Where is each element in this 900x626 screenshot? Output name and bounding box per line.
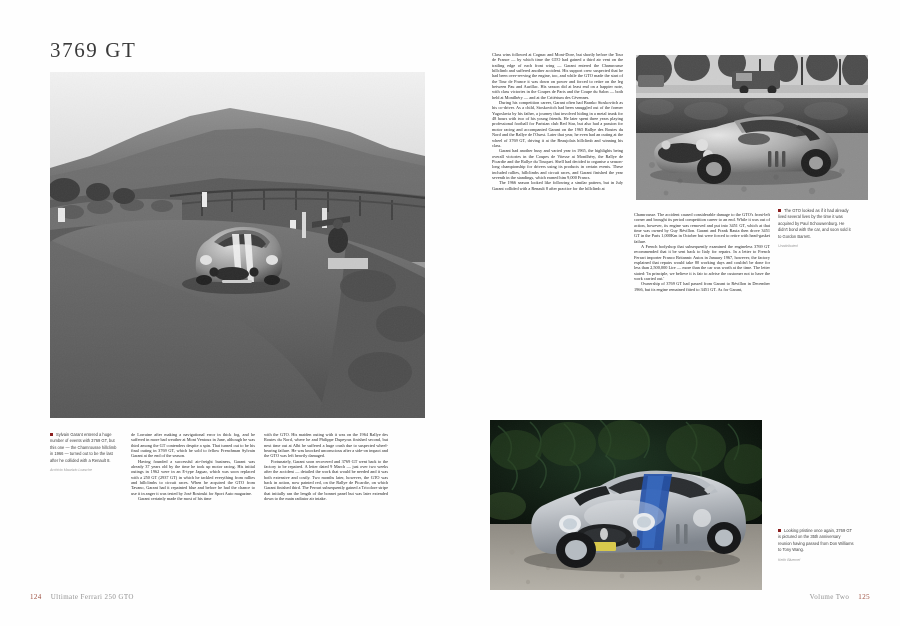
paragraph: Fortunately, Garant soon recovered and 3769 GT went back to the factory to be repaired. A letter dated 9 March — just over two weeks after the accident — detailed the work that would be needed and it was both extensive and costly. Two months later, however, the GTO was back in action, now painted red, on the Rallye de Picardie, on which Garant finished third. The Ferrari subsequently gained a Tricolore stripe that initially ran the length of the bonnet panel but was later extended down to the main radiator air intake. bbox=[264, 458, 388, 502]
right-page-column-1 bbox=[492, 52, 623, 191]
paragraph: Garant certainly made the most of his time bbox=[138, 496, 212, 502]
paragraph: During his competition career, Garant often had Branko Stoskovitch as his co-driver. As a child, Stoskovitch had been smuggled out of the former Yugoslavia by his father, a journey that involved hiding in a metal trunk for 48 hours with two of his young friends. He later spent three years playing professional football for Parisian club Red Star, but also had a passion for motor racing and accompanied Garant on the 1965 Rallye des Routes du Nord and the Rallye de l'Ouest. Later that year, he even had an outing at the wheel of 3769 GT, driving it at the Beaujolais hillclimb and winning his class. bbox=[492, 100, 623, 148]
paragraph: Ownership of 3769 GT had passed from Garant to Révillon in December 1966, but its engine remained fitted to 3451 GT. As for Garant, bbox=[634, 281, 770, 292]
caption-text: Looking pristine once again, 3769 GT is pictured on the 35th anniversary reunion having passed from Don Williams to Tony Wang. bbox=[778, 528, 854, 553]
folio-number: 124 bbox=[30, 593, 42, 601]
paragraph: Garant had another busy and varied year in 1965, the highlights being overall victories in the Coupes de Vitesse at Montlhéry, the Rallye de Picardie and the Rallye du Touquet. Shell had decided to organise a season-long championship for drivers using its products in certain events. These included rallies, hillclimbs and circuit races, and Garant finished the year seventh in the standings, which earned him 9,000 Francs. bbox=[492, 148, 623, 180]
ferrari-250-gto-hillclimb-photo bbox=[50, 72, 425, 418]
caption-bullet-icon bbox=[50, 433, 53, 436]
paragraph: The 1966 season looked like following a similar pattern, but in July Garant collided with a Renault 8 after practice for the hillclimb at bbox=[492, 180, 623, 191]
paragraph: de Lorraine after making a navigational error in thick fog, and he suffered in more bad weather at Mont Ventoux in June, although he was third among the GT contenders despite a spin. That turned out to be his final outing in 3769 GT, which he sold to fellow Frenchman Sylvain Garant at the end of the season. bbox=[131, 432, 255, 459]
running-head: Ultimate Ferrari 250 GTO bbox=[50, 593, 134, 601]
paragraph: Having founded a successful air-freight business, Garant was already 37 years old by the time he took up motor racing. His initial outings in 1962 were in an E-type Jaguar, which was soon replaced with a 250 GT (2937 GT) in which he tackled everything from rallies and hillclimbs to circuit races. When he acquired the GTO from Tavano, Garant had it repainted blue and before he had the chance to use it in anger it was tested by José Rosinski for Sport Auto magazine. bbox=[131, 458, 255, 496]
right-page-top-caption bbox=[778, 208, 854, 249]
caption-text: The GTO looked as if it had already lived several lives by the time it was acquired by Paul Schouwenburg. He didn't bond with the car, and soon sold it to Gordon Barrett. bbox=[778, 208, 851, 239]
caption-bullet-icon bbox=[778, 209, 781, 212]
caption-credit: Keith Bluemel bbox=[778, 557, 801, 562]
right-page-footer bbox=[810, 593, 870, 601]
page-title: 3769 GT bbox=[50, 38, 137, 63]
left-page-footer bbox=[30, 593, 134, 601]
caption-text: Sylvain Garant entered a huge number of events with 3769 GT, but this one — the Chamrousse hillclimb in 1966 — turned out to be the last after he collided with a Renault 8. bbox=[50, 432, 117, 463]
paragraph: with the GTO. His maiden outing with it was on the 1964 Rallye des Routes du Nord, where he and Philippe Dupeyras finished second, but next time out at Albi he suffered a huge crash due to suspected wheel-bearing failure. He was knocked unconscious after a side-on impact and the GTO was left heavily damaged. bbox=[264, 432, 388, 459]
caption-credit: Unattributed bbox=[778, 244, 798, 249]
caption-bullet-icon bbox=[778, 529, 781, 532]
ferrari-250-gto-driveway-photo bbox=[636, 55, 868, 200]
paragraph: Chamrousse. The accident caused considerable damage to the GTO's front-left corner and brought its period competition career to an end. While it was out of action, however, its engine was removed and put into 3451 GT, which at that time was owned by Guy Révillon. Garant and Frank Rauta then drove 3451 GT in the Paris 1,000Km in October but were forced to retire with head-gasket failure. bbox=[634, 212, 770, 244]
right-page-column-2 bbox=[634, 212, 770, 292]
folio-number: 125 bbox=[858, 593, 870, 601]
left-page-column-2 bbox=[131, 432, 255, 501]
paragraph: Class wins followed at Cognac and Mont-Dore, but shortly before the Tour de France — by which time the GTO had gained a third air vent on the trailing edge of each front wing — Garant entered the Chamrousse hillclimb and suffered another accident. His support crew suspected that he had been over-revving the engine, too, and while the GTO made the start of the Tour de France it was down on power and forced to retire on the leg between Pau and Aurillac. His season did at least end on a happier note, with class victories in the Coupes de Paris and the Coupe du Salon — both held at Montlhéry — and at the Critérium des Cévennes. bbox=[492, 52, 623, 100]
right-page-bottom-caption bbox=[778, 528, 854, 563]
ferrari-250-gto-silver-photo bbox=[490, 420, 762, 590]
left-page-margin-caption bbox=[50, 432, 120, 473]
left-page-column-3 bbox=[264, 432, 388, 501]
paragraph: A French bodyshop that subsequently examined the engineless 3769 GT recommended that it be sent back to Italy for repairs. In a letter to French Ferrari importer Franco Britannic Autos in January 1967, however, the factory explained that repairs would take 80 working days and couldn't be done for less than 2,500,000 Lire — more than the car was worth at the time. The letter stated: 'In principle, we believe it is fair to advise the customer not to have the work carried out.' bbox=[634, 244, 770, 282]
caption-credit: Archivio Maurizio Loasche bbox=[50, 468, 92, 473]
running-head: Volume Two bbox=[809, 593, 850, 601]
